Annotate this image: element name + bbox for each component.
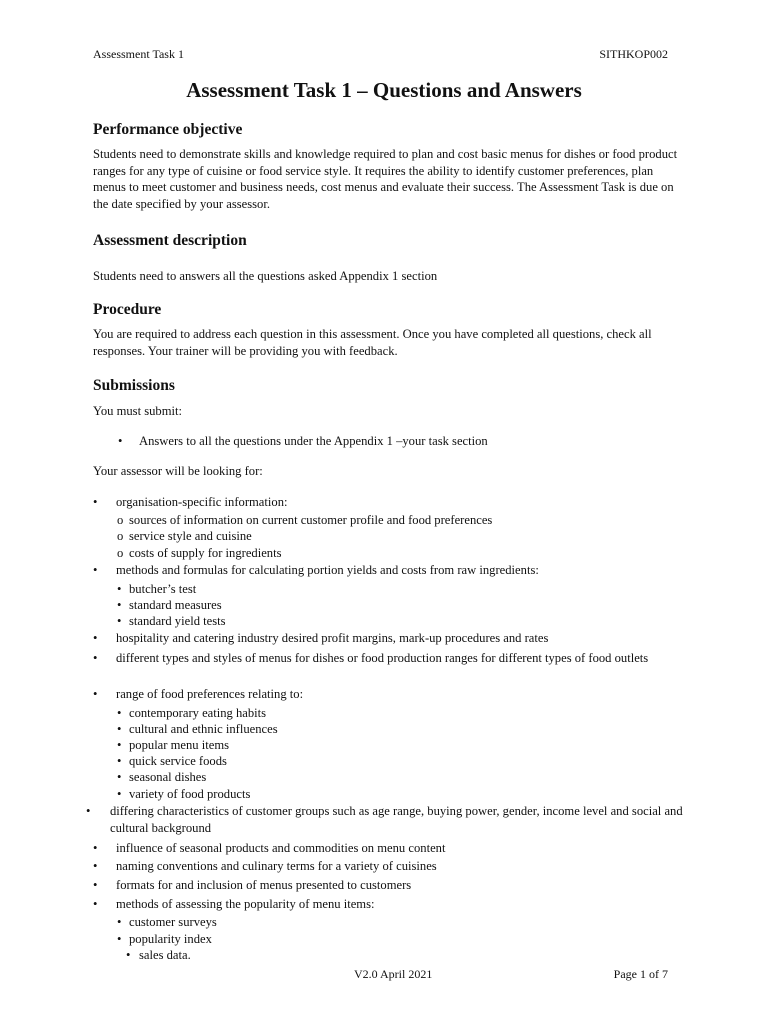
header-right: SITHKOP002 xyxy=(599,47,668,61)
circle-bullet-icon: o xyxy=(117,529,124,543)
bullet-icon: • xyxy=(117,915,122,929)
bullet-icon: • xyxy=(117,722,122,736)
page-title: Assessment Task 1 – Questions and Answers xyxy=(186,78,582,102)
bullet-icon: • xyxy=(86,804,91,818)
document-page: Assessment Task 1 SITHKOP002 Assessment Task 1 – Questions and Answers Performance objective Students need to demonstrate skills and knowledge required to plan and cost basic menus for dishes or food product ranges for any type of cuisine or food service style. It requires the ability to identify customer preferences, plan menus to meet customer and business needs, cost menus and evaluate their success. The Assessment Task is due on the date specified by your assessor. Assessment description Students need to answers all the questions asked Appendix 1 section Procedure You are required to address each question in this assessment. Once you have completed all questions, check all responses. Your trainer will be providing you with feedback. Submissions You must submit: • Answers to all the questions under the Appendix 1 –your task section Your assessor will be looking for: • organisation-specific information: o sources of information on current customer profile and food preferences o service style and cuisine o costs of supply for ingredients • methods and formulas for calculating portion yields and costs from raw ingredients: • butcher’s test • standard measures • standard yield tests • hospitality and catering industry desired profit margins, mark-up procedures and rates • different types and styles of menus for dishes or food production ranges for different types of food outlets • range of food preferences relating to: • contemporary eating habits • cultural and ethnic influences • popular menu items • quick service foods • seasonal dishes • variety of food products • differing characteristics of customer groups such as age range, buying power, gender, income level and social and cultural background • influence of seasonal products and commodities on menu content • naming conventions and culinary terms for a variety of cuisines • formats for and inclusion of menus presented to customers • methods of assessing the popularity of menu items: • customer surveys • popularity index • sales data. V2.0 April 2021 Page 1 of 7 xyxy=(0,0,768,1024)
bullet-icon: • xyxy=(117,754,122,768)
circle-bullet-icon: o xyxy=(117,513,124,527)
footer-version: V2.0 April 2021 xyxy=(354,967,433,981)
bullet-icon: • xyxy=(117,614,122,628)
bullet-icon: • xyxy=(93,897,98,911)
bullet-icon: • xyxy=(93,687,98,701)
footer-page-number: Page 1 of 7 xyxy=(613,967,668,981)
bullet-icon: • xyxy=(93,495,98,509)
bullet-icon: • xyxy=(93,563,98,577)
circle-bullet-icon: o xyxy=(117,546,124,560)
procedure-text: You are required to address each question in this assessment. Once you have completed all questions, check all responses. Your trainer will be providing you with feedback. xyxy=(93,327,652,358)
description-text: Students need to answers all the questions asked Appendix 1 section xyxy=(93,269,438,283)
looking-for-text: Your assessor will be looking for: xyxy=(93,464,263,478)
description-heading: Assessment description xyxy=(93,232,247,249)
bullet-icon: • xyxy=(117,582,122,596)
bullet-icon: • xyxy=(118,434,123,448)
bullet-icon: • xyxy=(117,738,122,752)
bullet-icon: • xyxy=(93,859,98,873)
bullet-icon: • xyxy=(93,631,98,645)
bullet-icon: • xyxy=(117,598,122,612)
bullet-icon: • xyxy=(93,841,98,855)
must-submit-text: You must submit: xyxy=(93,404,183,418)
bullet-icon: • xyxy=(93,878,98,892)
bullet-icon: • xyxy=(117,787,122,801)
performance-text: Students need to demonstrate skills and knowledge required to plan and cost basic menus for dishes or food product ranges for any type of cuisine or food service style. It requires the ability to identify customer preferences, plan menus to meet customer and business needs, cost menus and evaluate their success. The Assessment Task is due on the date specified by your assessor. xyxy=(93,147,678,211)
submissions-heading: Submissions xyxy=(93,377,175,394)
performance-heading: Performance objective xyxy=(93,121,243,138)
header-left: Assessment Task 1 xyxy=(93,47,184,61)
bullet-icon: • xyxy=(93,651,98,665)
bullet-icon: • xyxy=(117,770,122,784)
bullet-icon: • xyxy=(126,948,131,962)
bullet-icon: • xyxy=(117,932,122,946)
bullet-icon: • xyxy=(117,706,122,720)
procedure-heading: Procedure xyxy=(93,301,162,318)
